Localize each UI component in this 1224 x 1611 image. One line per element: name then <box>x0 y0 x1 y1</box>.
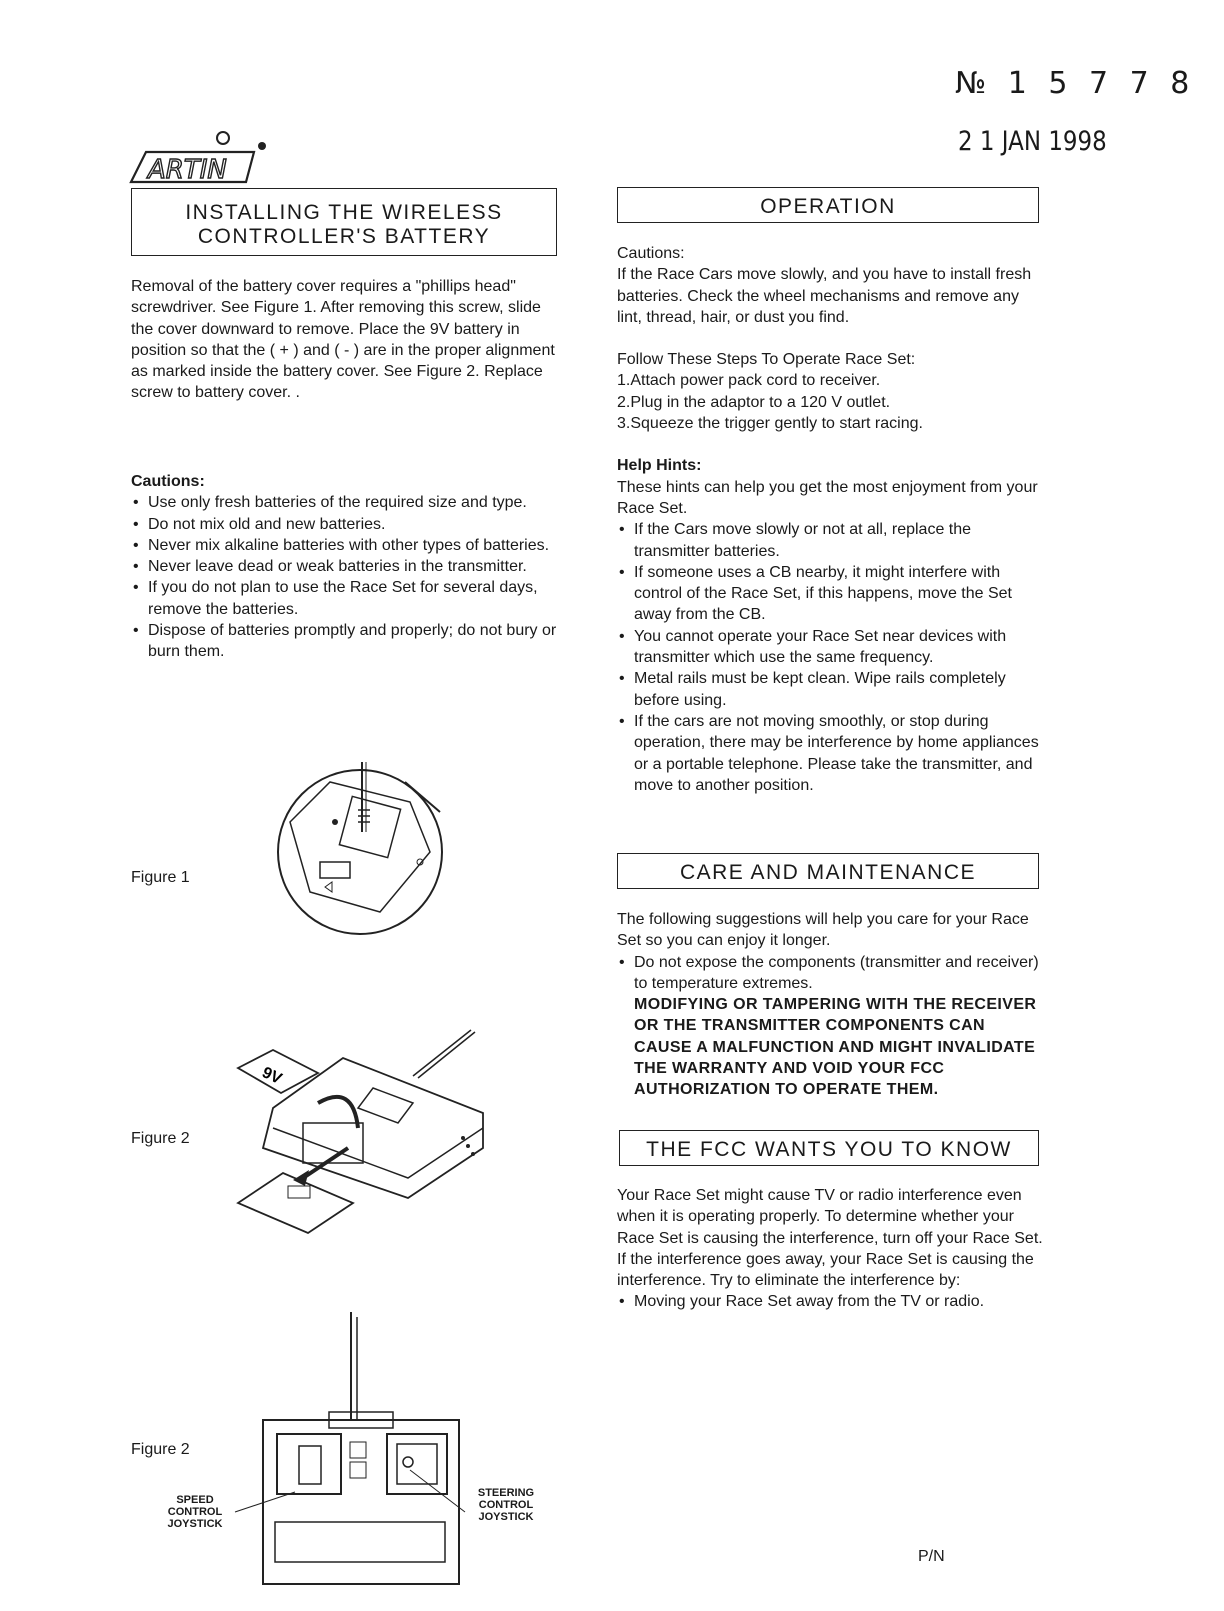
care-section <box>617 909 1045 1101</box>
list-item: • Never mix alkaline batteries with other types of batteries. <box>131 535 563 556</box>
battery-section-title: INSTALLING THE WIRELESS CONTROLLER'S BATTERY <box>131 188 557 256</box>
list-item: • Do not expose the components (transmitter and receiver) to temperature extremes. MODIFYING OR TAMPERING WITH THE RECEIVER OR THE TRANSMITTER COMPONENTS CAN CAUSE A MALFUNCTION AND MIGHT INVALIDATE THE WARRANTY AND VOID YOUR FCC AUTHORIZATION TO OPERATE THEM. <box>617 952 1045 1101</box>
hints-heading: Help Hints: <box>617 457 702 475</box>
fcc-title: THE FCC WANTS YOU TO KNOW <box>619 1130 1039 1166</box>
list-item: • Metal rails must be kept clean. Wipe rails completely before using. <box>617 668 1045 711</box>
op-cautions-text: If the Race Cars move slowly, and you have to install fresh batteries. Check the wheel mechanisms and remove any lint, thread, hair, or dust you find. <box>617 266 1032 326</box>
artin-logo <box>128 130 273 188</box>
steps-heading: Follow These Steps To Operate Race Set: <box>617 351 916 369</box>
op-cautions-heading: Cautions: <box>617 245 685 262</box>
step-item: 2.Plug in the adaptor to a 120 V outlet. <box>617 393 891 411</box>
list-item: • If someone uses a CB nearby, it might interfere with control of the Race Set, if this happens, move the Set away from the CB. <box>617 562 1045 626</box>
hints-intro: These hints can help you get the most enjoyment from your Race Set. <box>617 478 1038 517</box>
document-number: № 1 5 7 7 8 <box>955 66 1196 101</box>
step-item: 1.Attach power pack cord to receiver. <box>617 372 881 390</box>
list-item: • Never leave dead or weak batteries in the transmitter. <box>131 556 563 577</box>
care-intro: The following suggestions will help you care for your Race Set so you can enjoy it longer. <box>617 911 1029 950</box>
list-item: • Moving your Race Set away from the TV or radio. <box>617 1291 1045 1312</box>
controller-illustration <box>225 1312 475 1584</box>
operation-title: OPERATION <box>617 187 1039 223</box>
operation-section <box>617 243 1045 796</box>
figure2-illustration <box>233 1028 503 1233</box>
list-item: • If the Cars move slowly or not at all, replace the transmitter batteries. <box>617 519 1045 562</box>
care-warning: MODIFYING OR TAMPERING WITH THE RECEIVER OR THE TRANSMITTER COMPONENTS CAN CAUSE A MALFUNCTION AND MIGHT INVALIDATE THE WARRANTY AND VOID YOUR FCC AUTHORIZATION TO OPERATE THEM. <box>634 996 1037 1099</box>
care-title: CARE AND MAINTENANCE <box>617 853 1039 889</box>
speed-control-label: SPEED CONTROL JOYSTICK <box>167 1494 223 1530</box>
steering-control-label: STEERING CONTROL JOYSTICK <box>477 1487 535 1523</box>
battery-intro: Removal of the battery cover requires a "phillips head" screwdriver. See Figure 1. After removing this screw, slide the cover downward to remove. Place the 9V battery in position so that the ( + ) and ( - ) are in the proper alignment as marked inside the battery cover. See Figure 2. Replace screw to battery cover. . <box>131 278 555 402</box>
cautions-heading: Cautions: <box>131 473 205 490</box>
list-item: • Use only fresh batteries of the required size and type. <box>131 492 563 513</box>
list-item: • You cannot operate your Race Set near devices with transmitter which use the same frequency. <box>617 626 1045 669</box>
list-item: • If you do not plan to use the Race Set for several days, remove the batteries. <box>131 577 563 620</box>
figure2-label: Figure 2 <box>131 1130 190 1147</box>
fcc-text: Your Race Set might cause TV or radio interference even when it is operating properly. To determine whether your Race Set is causing the interference, turn off your Race Set. If the interference goes away, your Race Set is causing the interference. Try to eliminate the interference by: <box>617 1187 1043 1290</box>
battery-cautions <box>131 471 563 663</box>
fcc-section <box>617 1185 1045 1313</box>
date-stamp: 2 1 JAN 1998 <box>958 126 1107 157</box>
figure1-illustration <box>270 762 450 942</box>
list-item: • Dispose of batteries promptly and properly; do not bury or burn them. <box>131 620 563 663</box>
list-item: • If the cars are not moving smoothly, or stop during operation, there may be interference by home appliances or a portable telephone. Please take the transmitter, and move to another position. <box>617 711 1045 796</box>
figure3-label: Figure 2 <box>131 1441 190 1458</box>
svg-text:ARTIN: ARTIN <box>148 155 227 185</box>
battery-9v-label: 9V <box>259 1064 285 1088</box>
figure1-label: Figure 1 <box>131 869 190 886</box>
list-item: • Do not mix old and new batteries. <box>131 514 563 535</box>
step-item: 3.Squeeze the trigger gently to start racing. <box>617 415 923 433</box>
part-number-label: P/N <box>918 1548 945 1565</box>
